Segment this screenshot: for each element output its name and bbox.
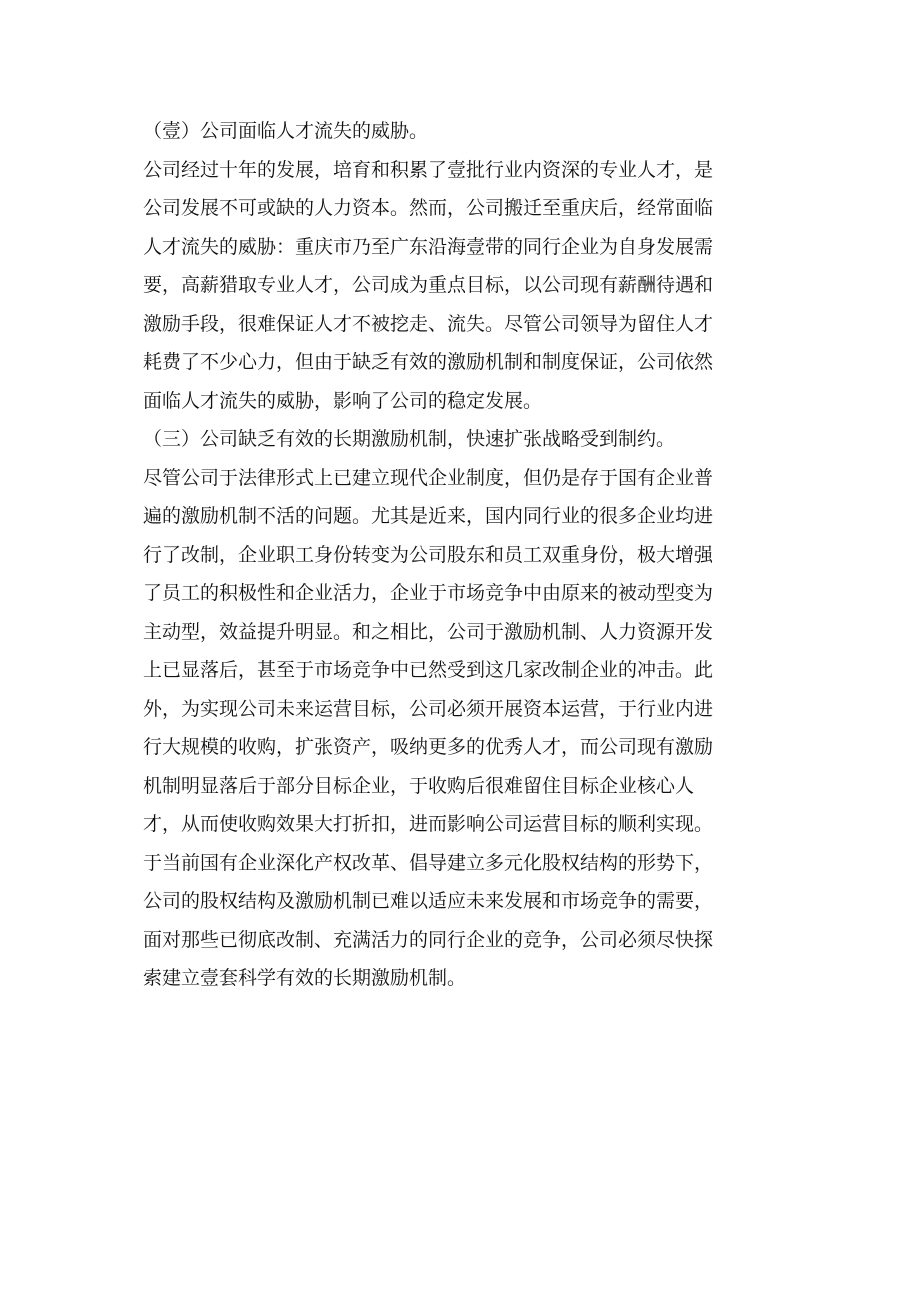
paragraph-line: 人才流失的威胁：重庆市乃至广东沿海壹带的同行企业为自身发展需 [143, 235, 714, 258]
paragraph-line: 机制明显落后于部分目标企业，于收购后很难留住目标企业核心人 [143, 774, 695, 797]
heading-line: （三）公司缺乏有效的长期激励机制，快速扩张战略受到制约。 [143, 428, 676, 450]
paragraph-line: 尽管公司于法律形式上已建立现代企业制度，但仍是存于国有企业普 [143, 466, 714, 489]
paragraph-line: 公司的股权结构及激励机制已难以适应未来发展和市场竞争的需要， [143, 890, 714, 912]
paragraph-line: 耗费了不少心力，但由于缺乏有效的激励机制和制度保证，公司依然 [143, 351, 714, 373]
document-body [143, 112, 767, 998]
paragraph-line: 上已显落后，甚至于市场竞争中已然受到这几家改制企业的冲击。此 [143, 659, 714, 681]
paragraph-line: 外，为实现公司未来运营目标，公司必须开展资本运营，于行业内进 [143, 697, 714, 720]
paragraph-line: 公司经过十年的发展，培育和积累了壹批行业内资深的专业人才，是 [143, 158, 714, 181]
paragraph-line: 面对那些已彻底改制、充满活力的同行企业的竞争，公司必须尽快探 [143, 928, 714, 951]
paragraph-line: 公司发展不可或缺的人力资本。然而，公司搬迁至重庆后，经常面临 [143, 197, 714, 219]
paragraph-line: 要，高薪猎取专业人才，公司成为重点目标，以公司现有薪酬待遇和 [143, 274, 714, 296]
paragraph-line: 索建立壹套科学有效的长期激励机制。 [143, 967, 467, 989]
paragraph-line: 了员工的积极性和企业活力，企业于市场竞争中由原来的被动型变为 [143, 582, 714, 604]
section-heading-2 [143, 420, 767, 459]
heading-line: （壹）公司面临人才流失的威胁。 [143, 120, 429, 142]
paragraph-line: 行大规模的收购，扩张资产，吸纳更多的优秀人才，而公司现有激励 [143, 736, 714, 758]
paragraph-2 [143, 459, 767, 998]
paragraph-line: 行了改制，企业职工身份转变为公司股东和员工双重身份，极大增强 [143, 543, 714, 566]
section-heading-1 [143, 112, 767, 151]
paragraph-1 [143, 151, 767, 421]
paragraph-line: 激励手段，很难保证人才不被挖走、流失。尽管公司领导为留住人才 [143, 312, 714, 335]
paragraph-line: 面临人才流失的威胁，影响了公司的稳定发展。 [143, 389, 543, 412]
paragraph-line: 主动型，效益提升明显。和之相比，公司于激励机制、人力资源开发 [143, 620, 714, 643]
paragraph-line: 才，从而使收购效果大打折扣，进而影响公司运营目标的顺利实现。 [143, 813, 714, 835]
paragraph-line: 遍的激励机制不活的问题。尤其是近来，国内同行业的很多企业均进 [143, 505, 714, 527]
paragraph-line: 于当前国有企业深化产权改革、倡导建立多元化股权结构的形势下， [143, 851, 714, 874]
